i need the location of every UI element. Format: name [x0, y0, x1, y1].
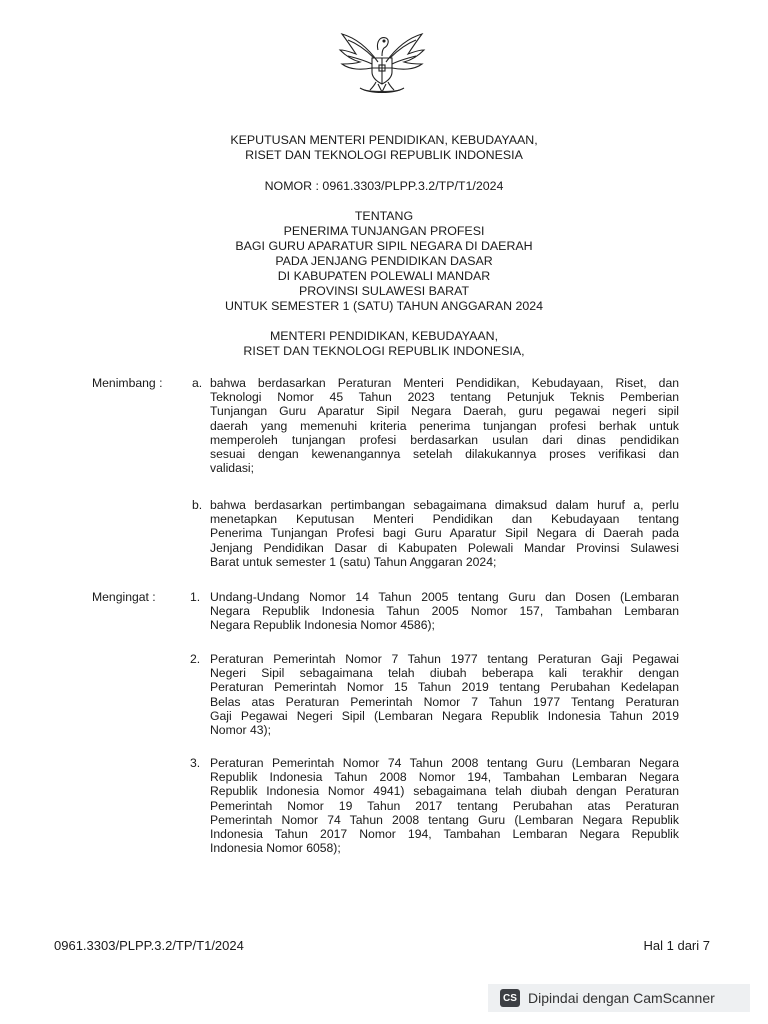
decree-subject [0, 209, 768, 314]
text-line: sesuai dengan kewenangannya setelah dilakukannya proses verifikasi dan [210, 446, 679, 461]
text-line: Teknologi Nomor 45 Tahun 2023 tentang Petunjuk Teknis Pemberian [210, 390, 679, 405]
text-line: Peraturan Pemerintah Nomor 15 Tahun 2019 tentang Perubahan Kedelapan [210, 680, 679, 695]
text-line: bahwa berdasarkan pertimbangan sebagaimana dimaksud dalam huruf a, perlu [210, 498, 679, 512]
footer-doc-number: 0961.3303/PLPP.3.2/TP/T1/2024 [54, 938, 244, 953]
text-line: Republik Indonesia Tahun 2008 Nomor 194, Tambahan Lembaran Negara [210, 770, 679, 785]
footer-page-info: Hal 1 dari 7 [643, 938, 710, 953]
subject-line: DI KABUPATEN POLEWALI MANDAR [277, 269, 491, 283]
subject-line: UNTUK SEMESTER 1 (SATU) TAHUN ANGGARAN 2024 [224, 299, 544, 313]
text-line: Indonesia Nomor 6058); [210, 841, 341, 856]
text-line: Undang-Undang Nomor 14 Tahun 2005 tentang Guru dan Dosen (Lembaran [210, 590, 679, 604]
mengingat-label: Mengingat : [92, 590, 156, 604]
mengingat-item-1 [210, 590, 679, 633]
text-line: Penerima Tunjangan Profesi bagi Guru Aparatur Sipil Negara di Daerah pada [210, 526, 679, 541]
text-line: Peraturan Pemerintah Nomor 7 Tahun 1977 tentang Peraturan Gaji Pegawai [210, 652, 679, 666]
title-line: RISET DAN TEKNOLOGI REPUBLIK INDONESIA [245, 148, 523, 162]
text-line: Gaji Pegawai Negeri Sipil (Lembaran Negara Republik Indonesia Tahun 2019 [210, 708, 679, 723]
mengingat-item-3 [210, 756, 679, 855]
subject-line: BAGI GURU APARATUR SIPIL NEGARA DI DAERAH [235, 239, 533, 253]
text-line: Tunjangan Guru Aparatur Sipil Negara Daerah, guru pegawai negeri sipil [210, 404, 679, 419]
text-line: bahwa berdasarkan Peraturan Menteri Pendidikan, Kebudayaan, Riset, dan [210, 376, 679, 390]
minister-line: RISET DAN TEKNOLOGI REPUBLIK INDONESIA, [243, 344, 525, 358]
text-line: Pemerintah Nomor 74 Tahun 2008 tentang Guru (Lembaran Negara Republik [210, 812, 679, 827]
text-line: Negeri Sipil sebagaimana telah diubah beberapa kali terakhir dengan [210, 666, 679, 681]
item-marker: a. [192, 376, 203, 390]
menimbang-item-b [210, 498, 679, 569]
text-line: daerah yang memenuhi kriteria penerima tunjangan profesi berhak untuk [210, 418, 679, 433]
title-line: KEPUTUSAN MENTERI PENDIDIKAN, KEBUDAYAAN, [230, 133, 538, 147]
text-line: Indonesia Tahun 2017 Nomor 194, Tambahan Lembaran Negara Republik [210, 826, 679, 841]
text-line: Republik Indonesia Nomor 4941) sebagaimana telah diubah dengan Peraturan [210, 784, 679, 799]
text-line: Nomor 43); [210, 722, 271, 737]
camscanner-text: Dipindai dengan CamScanner [528, 990, 715, 1006]
camscanner-logo-icon: CS [500, 989, 520, 1007]
menimbang-label: Menimbang : [92, 376, 163, 390]
decree-title [0, 133, 768, 163]
text-line: validasi; [210, 461, 255, 476]
nomor-line: NOMOR : 0961.3303/PLPP.3.2/TP/T1/2024 [264, 179, 504, 193]
minister-line: MENTERI PENDIDIKAN, KEBUDAYAAN, [269, 329, 499, 343]
text-line: Belas atas Peraturan Pemerintah Nomor 7 Tahun 1977 Tentang Peraturan [210, 694, 679, 709]
text-line: Pemerintah Nomor 19 Tahun 2017 tentang Perubahan atas Peraturan [210, 798, 679, 813]
subject-line: PROVINSI SULAWESI BARAT [298, 284, 470, 298]
item-marker: 3. [190, 756, 201, 770]
text-line: Barat untuk semester 1 (satu) Tahun Anggaran 2024; [210, 554, 497, 569]
item-marker: 1. [190, 590, 201, 604]
text-line: Peraturan Pemerintah Nomor 74 Tahun 2008 tentang Guru (Lembaran Negara [210, 756, 679, 770]
mengingat-item-2 [210, 652, 679, 737]
text-line: Negara Republik Indonesia Tahun 2005 Nomor 157, Tambahan Lembaran [210, 604, 679, 619]
text-line: menetapkan Keputusan Menteri Pendidikan dan Kebudayaan tentang [210, 512, 679, 527]
text-line: memperoleh tunjangan profesi berdasarkan usulan dari dinas pendidikan [210, 432, 679, 447]
decree-number [0, 179, 768, 194]
menimbang-item-a [210, 376, 679, 475]
garuda-emblem-icon [334, 28, 430, 96]
subject-line: PADA JENJANG PENDIDIKAN DASAR [275, 254, 493, 268]
text-line: Negara Republik Indonesia Nomor 4586); [210, 618, 435, 633]
item-marker: b. [192, 498, 203, 512]
camscanner-badge [488, 984, 750, 1012]
minister-heading [0, 329, 768, 359]
tentang-label: TENTANG [354, 209, 414, 223]
text-line: Jenjang Pendidikan Dasar di Kabupaten Polewali Mandar Provinsi Sulawesi [210, 540, 679, 555]
subject-line: PENERIMA TUNJANGAN PROFESI [283, 224, 485, 238]
item-marker: 2. [190, 652, 201, 666]
